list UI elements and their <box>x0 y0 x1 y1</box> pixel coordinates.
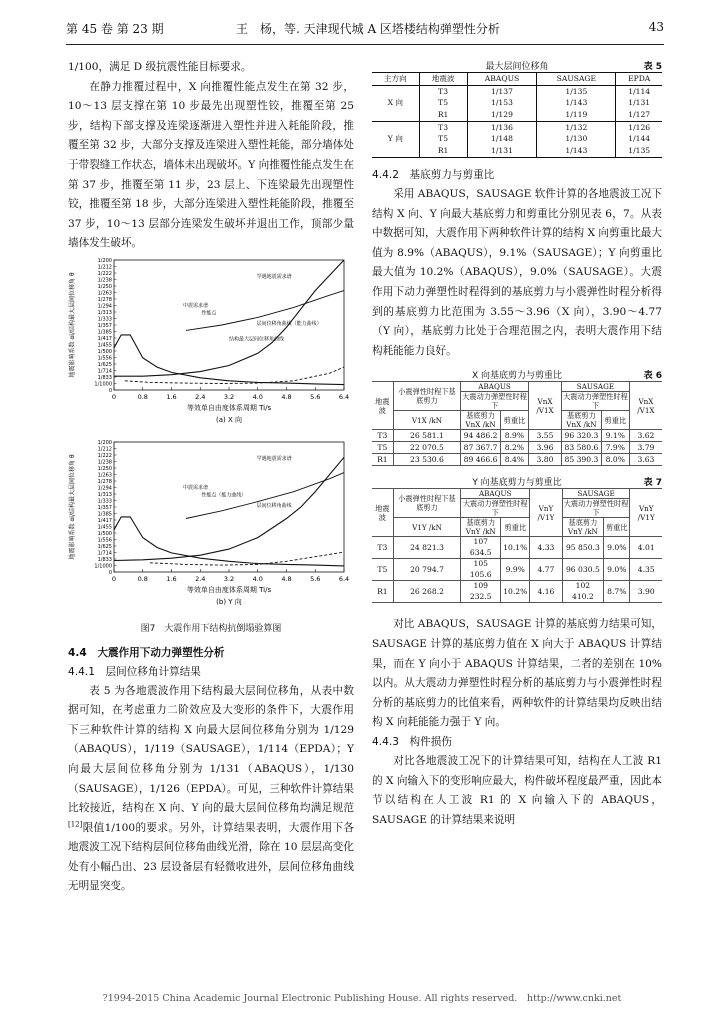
x-tick-label: 6.4 <box>338 392 350 401</box>
column-header: VnX /V1X <box>629 382 662 430</box>
y-tick-label: 1/714 <box>97 550 112 557</box>
table-5-caption <box>372 58 662 72</box>
subsection-heading: 4.4.2 基底剪力与剪重比 <box>372 169 495 181</box>
table-title: X 向基底剪力与剪重比 <box>471 371 563 382</box>
y-tick-label: 1/556 <box>97 355 112 362</box>
chart-annotation: 中震需求谱 <box>183 302 209 309</box>
table-cell: 1/130 <box>537 134 616 146</box>
y-tick-label: 1/263 <box>97 290 112 297</box>
y-tick-label: 1/250 <box>97 465 112 472</box>
y-tick-label: 1/212 <box>97 446 112 453</box>
y-tick-label: 1/500 <box>97 348 112 355</box>
table-title: Y 向基底剪力与剪重比 <box>472 478 562 489</box>
x-tick-label: 4.8 <box>281 574 292 583</box>
table-row <box>372 122 662 134</box>
table-cell: 94 486.2 <box>461 430 501 442</box>
figure-caption: 图7 大震作用下结构抗倒塌验算图 <box>140 623 282 634</box>
table-cell: 83 580.6 <box>562 442 602 454</box>
paragraph: 对比各地震波工况下的计算结果可知，结构在人工波 R1 的 X 向输入下的变形响应最大，构件破坏程度最严重，因此本节以结构在人工波 R1 的 X 向输入下的 ABAQUS，SAUSAGE 的计算结果来说明 <box>372 754 662 826</box>
running-header <box>66 20 664 38</box>
table-cell: T3 <box>419 86 467 98</box>
x-tick-label: 4.0 <box>252 392 263 401</box>
table-cell: 9.0% <box>604 559 630 581</box>
y-tick-label: 1/625 <box>97 543 112 550</box>
table-cell: 1/137 <box>467 86 537 98</box>
table-cell: 9.9% <box>501 559 530 581</box>
x-tick-label: 0.8 <box>137 392 148 401</box>
table-cell: 1/131 <box>628 98 651 108</box>
table-row <box>372 537 662 559</box>
table-cell: 1/129 <box>467 110 537 122</box>
column-header: 地震波 <box>419 73 467 86</box>
table-row <box>372 559 662 581</box>
table-cell: 1/136 <box>467 122 537 134</box>
figure-7 <box>68 254 354 640</box>
table-cell: 3.79 <box>629 442 662 454</box>
y-tick-label: 0 <box>108 387 112 394</box>
y-tick-label: 1/222 <box>97 452 112 459</box>
table-number: 表 5 <box>643 62 662 72</box>
column-header: SAUSAGE <box>562 382 630 392</box>
y-tick-label: 1/294 <box>97 485 112 492</box>
table-cell: T5 <box>419 134 467 146</box>
y-tick-label: 0 <box>108 569 112 576</box>
x-tick-label: 0.8 <box>137 574 148 583</box>
column-header: 剪重比 <box>500 411 528 430</box>
table-cell: 1/135 <box>537 86 616 98</box>
citation: [12] <box>68 820 83 829</box>
header-unit: VnX /kN <box>566 420 597 430</box>
chart-x-direction <box>68 254 354 432</box>
table-cell: 1/114 <box>628 86 651 96</box>
y-tick-label: 1/313 <box>97 309 112 316</box>
table-cell: 102 410.2 <box>562 581 603 603</box>
table-cell: 22 070.5 <box>393 442 460 454</box>
y-tick-label: 1/278 <box>97 296 112 303</box>
table-cell: R1 <box>419 146 467 158</box>
table-row <box>372 454 662 466</box>
paragraph <box>68 682 354 898</box>
table-cell: 1/119 <box>537 110 616 122</box>
column-header: 小震弹性时程下基底剪力 <box>393 489 460 518</box>
column-header: V1Y /kN <box>393 518 460 537</box>
series-line <box>114 517 344 566</box>
column-header: V1X /kN <box>393 411 460 430</box>
column-header: EPDA <box>616 73 662 86</box>
table-cell: 1/131 <box>467 146 537 158</box>
header-unit: VnY /kN <box>465 527 496 537</box>
plot-frame <box>114 442 344 572</box>
table-title: 最大层间位移角 <box>485 62 549 72</box>
chart-y-direction <box>68 436 354 614</box>
y-tick-label: 1/263 <box>97 472 112 479</box>
table-cell: 85 390.3 <box>562 454 602 466</box>
subplot-label: (a) X 向 <box>216 415 242 424</box>
table-cell: 105 105.6 <box>461 559 501 581</box>
column-header: 地震波 <box>372 489 393 537</box>
table-cell: 8.0% <box>601 454 629 466</box>
table-cell: 3.80 <box>528 454 561 466</box>
table-cell: T3 <box>372 430 393 442</box>
table-cell: 20 794.7 <box>393 559 460 581</box>
subsection-heading: 4.4.3 构件损伤 <box>372 735 452 748</box>
table-cell: 8.4% <box>500 454 528 466</box>
table-cell: 3.55 <box>528 430 561 442</box>
table-cell: 1/126 <box>616 122 662 134</box>
table-cell: 87 367.7 <box>461 442 501 454</box>
table-6 <box>372 381 662 466</box>
column-header: SAUSAGE <box>562 489 630 499</box>
header-text: 基底剪力 <box>567 411 596 421</box>
right-column <box>372 58 662 830</box>
y-tick-label: 1/714 <box>97 368 112 375</box>
table-cell: 8.9% <box>500 430 528 442</box>
table-cell: 1/135 <box>628 146 651 155</box>
y-tick-label: 1/417 <box>97 335 112 342</box>
y-tick-label: 1/278 <box>97 478 112 485</box>
table-cell: 4.77 <box>530 559 562 581</box>
paragraph: 在静力推覆过程中，X 向推覆性能点发生在第 32 步，10～13 层支撑在第 10 步最先出现塑性铰，推覆至第 25 步，结构下部支撑及连梁逐渐进入塑性并进入耗能阶段，推覆至第 32 步，大部分支撑及连梁进入塑性耗能，部分墙体处于带裂缝工作状态，墙体未出现破坏。Y 向推覆性能点发生在第 37 步，推覆至第 11 步，23 层上、下连梁最先出现塑性铰，推覆至第 18 步，大部分连梁进入塑性耗能阶段，推覆至 37 步，10～13 层部分连梁发生破坏并退出工作，顶部少量墙体发生破坏。 <box>68 80 354 250</box>
x-tick-label: 2.4 <box>195 392 206 401</box>
table-cell: 109 232.5 <box>461 581 501 603</box>
table-cell: 26 581.1 <box>393 430 460 442</box>
chart-annotation: 中震需求谱 <box>183 484 209 491</box>
table-row <box>372 581 662 603</box>
chart-annotation: 性能点 <box>201 310 217 317</box>
paragraph: 采用 ABAQUS，SAUSAGE 软件计算的各地震波工况下结构 X 向、Y 向最大基底剪力和剪重比分别见表 6，7。从表中数据可知，大震作用下两种软件计算的结构 X 向剪重比最大值为 8.9%（ABAQUS），9.1%（SAUSAGE）；Y 向剪重比最大值为 10.2%（ABAQUS），9.0%（SAUSAGE）。大震作用下动力弹塑性时程得到的基底剪力与小震弹性时程分析得到的基底剪力比范围为 3.55～3.96（X 向），3.90～4.77（Y 向），基底剪力比处于合理范围之内，表明大震作用下结构耗能能力良好。 <box>372 188 662 357</box>
y-tick-label: 1/313 <box>97 491 112 498</box>
table-7 <box>372 488 662 603</box>
subplot-label: (b) Y 向 <box>216 597 242 606</box>
table-7-caption <box>372 474 662 488</box>
x-axis-label: 等效单自由度体系周期 Ti/s <box>186 585 272 594</box>
y-tick-label: 1/1000 <box>94 381 112 388</box>
y-tick-label: 1/833 <box>97 374 112 381</box>
y-tick-label: 1/385 <box>97 329 112 336</box>
header-unit: VnY /kN <box>567 527 598 537</box>
x-tick-label: 3.2 <box>223 574 235 583</box>
column-header: VnX /V1X <box>528 382 561 430</box>
subsection-heading: 4.4.1 层间位移角计算结果 <box>68 665 201 678</box>
table-6-caption <box>372 367 662 381</box>
header-unit: VnX /kN <box>465 420 496 430</box>
x-tick-label: 5.6 <box>310 392 321 401</box>
y-tick-label: 1/556 <box>97 537 112 544</box>
y-tick-label: 1/833 <box>97 556 112 563</box>
y-tick-label: 1/385 <box>97 511 112 518</box>
table-cell: 1/144 <box>628 134 651 144</box>
table-cell: 96 030.5 <box>562 559 603 581</box>
table-row <box>372 430 662 442</box>
table-cell: T5 <box>419 98 467 110</box>
y-tick-label: 1/333 <box>97 316 112 323</box>
table-cell: 23 530.6 <box>393 454 460 466</box>
column-header: 剪重比 <box>604 518 630 537</box>
table-cell: T3 <box>372 537 393 559</box>
y-tick-label: 1/200 <box>97 439 112 446</box>
x-axis-label: 等效单自由度体系周期 Ti/s <box>186 403 272 412</box>
y-axis-label: 地震影响系数 αi/结构最大层间位移角 θ <box>69 454 76 560</box>
table-row <box>372 86 662 98</box>
table-cell: T5 <box>372 442 393 454</box>
column-header: 大震动力弹塑性时程下 <box>563 499 629 518</box>
page-number: 43 <box>648 20 664 34</box>
column-header: 大震动力弹塑性时程下 <box>563 392 628 411</box>
y-tick-label: 1/625 <box>97 361 112 368</box>
column-header: 剪重比 <box>501 518 530 537</box>
column-header: 大震动力弹塑性时程下 <box>462 392 527 411</box>
table-cell: 4.35 <box>630 559 662 581</box>
chart-annotation: 层间位移角曲线（能力曲线） <box>256 320 322 327</box>
column-header: 剪重比 <box>601 411 629 430</box>
table-cell: 4.33 <box>530 537 562 559</box>
y-tick-label: 1/417 <box>97 517 112 524</box>
header-text: 基底剪力 <box>568 518 598 528</box>
table-number: 表 6 <box>643 371 662 382</box>
y-tick-label: 1/294 <box>97 303 112 310</box>
y-tick-label: 1/238 <box>97 459 112 466</box>
x-tick-label: 5.6 <box>310 574 321 583</box>
table-cell: R1 <box>372 454 393 466</box>
table-cell: 107 634.5 <box>461 537 501 559</box>
table-cell: R1 <box>419 110 467 122</box>
chart-annotation: 性能点（能力曲线） <box>201 492 247 499</box>
table-cell: 8.2% <box>500 442 528 454</box>
column-header <box>562 411 602 430</box>
x-tick-label: 2.4 <box>195 574 206 583</box>
paragraph: 1/100，满足 D 级抗震性能目标要求。 <box>68 61 252 73</box>
table-cell: 1/153 <box>467 98 537 110</box>
table-row <box>372 442 662 454</box>
y-tick-label: 1/212 <box>97 264 112 271</box>
section-heading: 4.4 大震作用下动力弹塑性分析 <box>68 646 225 659</box>
table-cell: 1/132 <box>537 122 616 134</box>
x-tick-label: 0 <box>111 392 117 401</box>
table-cell: 1/143 <box>537 98 616 110</box>
y-tick-label: 1/357 <box>97 504 112 511</box>
x-tick-label: 4.8 <box>281 392 292 401</box>
series-line <box>114 260 344 376</box>
table-cell: 1/148 <box>467 134 537 146</box>
column-header <box>461 518 501 537</box>
direction-cell: X 向 <box>372 86 419 122</box>
copyright-footer: ?1994-2015 China Academic Journal Electronic Publishing House. All rights reserved. http://www.cnki.net <box>102 993 622 1004</box>
table-cell: 10.1% <box>501 537 530 559</box>
table-cell: 1/143 <box>537 146 616 158</box>
table-cell: 26 268.2 <box>393 581 460 603</box>
running-title: 王 杨，等. 天津现代城 A 区塔楼结构弹塑性分析 <box>236 22 500 36</box>
y-tick-label: 1/357 <box>97 322 112 329</box>
x-tick-label: 1.6 <box>166 392 177 401</box>
y-tick-label: 1/500 <box>97 530 112 537</box>
table-cell: 3.96 <box>528 442 561 454</box>
table-number: 表 7 <box>643 478 662 489</box>
y-tick-label: 1/455 <box>97 342 112 349</box>
column-header: 小震弹性时程下基底剪力 <box>393 382 460 411</box>
x-tick-label: 1.6 <box>166 574 177 583</box>
table-cell: 89 466.6 <box>461 454 501 466</box>
column-header: VnY /V1Y <box>530 489 562 537</box>
paragraph: 对比 ABAQUS，SAUSAGE 计算的基底剪力结果可知，SAUSAGE 计算的基底剪力值在 X 向大于 ABAQUS 计算结果，而在 Y 向小于 ABAQUS 计算结果，二者的差别在 10% 以内。从大震动力弹塑性时程分析的基底剪力与小震弹性时程分析的基底剪力的比值来看，两种软件的计算结果均反映出结构 X 向耗能能力强于 Y 向。 <box>372 618 662 729</box>
chart-annotation: 结构最大层间位移角曲线 <box>229 336 285 343</box>
chart-annotation: 层间位移角曲线 <box>256 502 292 509</box>
header-rule <box>66 44 664 45</box>
y-tick-label: 1/238 <box>97 277 112 284</box>
table-cell: 3.62 <box>629 430 662 442</box>
column-header: VnY /V1Y <box>630 489 662 537</box>
column-header <box>461 411 501 430</box>
chart-annotation: 罕遇地震需求谱 <box>256 274 292 281</box>
chart-annotation: 罕遇地震需求谱 <box>256 456 292 463</box>
x-tick-label: 3.2 <box>223 392 235 401</box>
column-header: 地震波 <box>372 382 393 430</box>
table-cell: 24 821.3 <box>393 537 460 559</box>
table-cell: 9.0% <box>604 537 630 559</box>
column-header: 大震动力弹塑性时程下 <box>461 499 530 518</box>
y-tick-label: 1/1000 <box>94 563 112 570</box>
table-cell: 4.01 <box>630 537 662 559</box>
y-tick-label: 1/455 <box>97 524 112 531</box>
table-cell: 9.1% <box>601 430 629 442</box>
table-cell: 95 850.3 <box>562 537 603 559</box>
table-cell: R1 <box>372 581 393 603</box>
table-cell: 96 320.3 <box>562 430 602 442</box>
table-cell: 3.63 <box>629 454 662 466</box>
y-tick-label: 1/333 <box>97 498 112 505</box>
table-5 <box>372 72 662 158</box>
y-axis-label: 地震影响系数 αi/结构最大层间位移角 θ <box>69 272 76 378</box>
table-cell: 1/127 <box>628 110 651 119</box>
table-cell: 7.9% <box>601 442 629 454</box>
table-cell: 8.7% <box>604 581 630 603</box>
table-cell: T3 <box>419 122 467 134</box>
x-tick-label: 0 <box>111 574 117 583</box>
table-cell: 3.90 <box>630 581 662 603</box>
column-header: ABAQUS <box>461 382 529 392</box>
column-header: SAUSAGE <box>537 73 616 86</box>
table-cell: 10.2% <box>501 581 530 603</box>
paragraph-text: 表 5 为各地震波作用下结构最大层间位移角，从表中数据可知，在考虑重力二阶效应及大变形的条件下，大震作用下三种软件计算的结构 X 向最大层间位移角分别为 1/129（ABAQUS），1/119（SAUSAGE），1/114（EPDA）；Y 向最大层间位移角分别为 1/131（ABAQUS），1/130（SAUSAGE），1/126（EPDA）。可见，三种软件计算结果比较接近，结构在 X 向、Y 向的最大层间位移角均满足规范 <box>68 684 354 815</box>
paragraph-text: 限值1/100的要求。另外，计算结果表明，大震作用下各地震波工况下结构层间位移角曲线光滑，除在 10 层层高变化处有小幅凸出、23 层设备层有轻微收进外，层间位移角曲线无明显突变。 <box>68 821 354 893</box>
y-tick-label: 1/250 <box>97 283 112 290</box>
header-text: 基底剪力 <box>466 411 495 421</box>
column-header <box>562 518 603 537</box>
y-tick-label: 1/200 <box>97 257 112 264</box>
x-tick-label: 4.0 <box>252 574 263 583</box>
table-cell: 4.16 <box>530 581 562 603</box>
column-header: 主方向 <box>372 73 419 86</box>
journal-volume: 第 45 卷 第 23 期 <box>66 22 164 36</box>
left-column <box>68 58 354 897</box>
direction-cell: Y 向 <box>372 122 419 158</box>
column-header: ABAQUS <box>461 489 530 499</box>
table-cell: T5 <box>372 559 393 581</box>
x-tick-label: 6.4 <box>338 574 350 583</box>
header-text: 基底剪力 <box>466 518 496 528</box>
column-header: ABAQUS <box>467 73 537 86</box>
y-tick-label: 1/222 <box>97 270 112 277</box>
